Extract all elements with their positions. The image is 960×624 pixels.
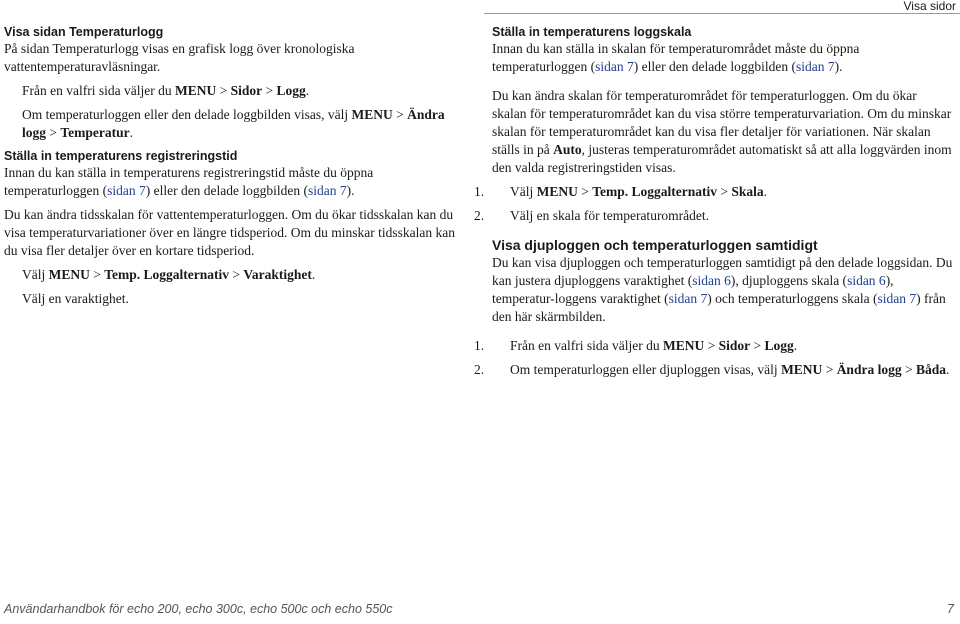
step-number: 1.: [474, 184, 485, 199]
paragraph-prerequisite: [4, 164, 466, 200]
separator: >: [229, 267, 244, 282]
menu-term: Sidor: [718, 338, 751, 353]
text: Välj: [510, 184, 537, 199]
separator: >: [216, 83, 231, 98]
text: Du kan visa djuploggen och temperaturloggen samtidigt på den delade loggsidan. Du kan justera djuploggens varaktighet (: [492, 255, 953, 288]
menu-term: Sidor: [230, 83, 263, 98]
text: Innan du kan ställa in skalan för temperaturområdet måste du öppna temperaturloggen (: [492, 41, 860, 74]
step-number: [4, 266, 22, 284]
page-link[interactable]: sidan 7: [796, 59, 835, 74]
step-number: 2.: [474, 362, 485, 377]
separator: >: [704, 338, 719, 353]
step-number: 2.: [474, 208, 485, 223]
separator: >: [89, 267, 105, 282]
text: , justeras temperaturområdet automatiskt så att alla loggvärden inom den valda registreringstiden visas.: [492, 142, 952, 175]
menu-term: Temp. Loggalternativ: [104, 267, 229, 282]
list-item: [474, 337, 954, 355]
list-item: [4, 106, 466, 142]
menu-term: Temperatur: [60, 125, 130, 140]
section-title-temperature-log: Visa sidan Temperaturlogg: [4, 25, 164, 39]
menu-term: MENU: [536, 184, 578, 199]
text: .: [945, 362, 950, 377]
text: Om temperaturloggen eller den delade loggbilden visas, välj: [22, 107, 352, 122]
steps-view-both: [474, 337, 954, 379]
list-item: [4, 290, 466, 308]
text: Från en valfri sida väljer du: [510, 338, 663, 353]
text: ).: [834, 59, 843, 74]
text: ) från den här skärmbilden.: [492, 291, 946, 324]
page-link[interactable]: sidan 7: [308, 183, 347, 198]
section-header: Visa sidor: [903, 0, 956, 13]
text: ), djuploggens skala (: [730, 273, 848, 288]
steps-duration: [4, 266, 466, 308]
text: Välj: [22, 267, 49, 282]
separator: >: [750, 338, 765, 353]
left-column: [4, 24, 466, 308]
paragraph-intro: [4, 40, 466, 76]
step-number: [4, 106, 22, 124]
menu-term: MENU: [781, 362, 823, 377]
text: .: [129, 125, 134, 140]
footer-page-number: 7: [947, 602, 954, 616]
text: ) och temperaturloggens skala (: [707, 291, 878, 306]
page-link[interactable]: sidan 7: [877, 291, 917, 306]
text: Du kan ändra tidsskalan för vattentemperaturloggen. Om du ökar tidsskalan kan du visa temperaturvariationer över en längre tidsperiod. Om du minskar tidsskalan kan du visa fler detaljer över en kortare tidsperiod.: [4, 207, 455, 258]
steps-view-log: [4, 82, 466, 142]
paragraph-prerequisite: [492, 40, 954, 76]
menu-term: Logg: [276, 83, 306, 98]
text: Du kan ändra skalan för temperaturområdet för temperaturloggen. Om du ökar skalan för temperaturområdet kan du visa större temperaturvariation. Om du minskar skalan för temperaturområdet kan du visa fler detaljer för variationen. När skalan ställs in på: [492, 88, 952, 157]
page-link[interactable]: sidan 6: [847, 273, 886, 288]
step-number: 1.: [474, 338, 485, 353]
list-item: [4, 266, 466, 284]
list-item: [474, 361, 954, 379]
menu-term: MENU: [48, 267, 90, 282]
separator: >: [577, 184, 593, 199]
text: Välj en skala för temperaturområdet.: [510, 208, 710, 223]
menu-term: Temp. Loggalternativ: [592, 184, 717, 199]
separator: >: [392, 107, 408, 122]
list-item: [474, 207, 954, 225]
paragraph-description: [492, 254, 954, 326]
header-rule: [484, 13, 960, 14]
text: På sidan Temperaturlogg visas en grafisk logg över kronologiska vattentemperaturavläsningar.: [4, 41, 355, 74]
text: Om temperaturloggen eller djuploggen visas, välj: [510, 362, 782, 377]
separator: >: [46, 125, 61, 140]
menu-term: MENU: [662, 338, 705, 353]
footer-manual-title: Användarhandbok för echo 200, echo 300c, echo 500c och echo 550c: [4, 602, 393, 616]
page-link[interactable]: sidan 7: [107, 183, 146, 198]
menu-term: Skala: [731, 184, 764, 199]
paragraph-description: [492, 87, 954, 177]
text: .: [763, 184, 768, 199]
text: .: [305, 83, 310, 98]
menu-term: MENU: [174, 83, 217, 98]
text: ).: [346, 183, 355, 198]
separator: >: [822, 362, 837, 377]
text: ) eller den delade loggbilden (: [633, 59, 797, 74]
step-number: [4, 290, 22, 308]
menu-term: Varaktighet: [243, 267, 312, 282]
menu-term: Ändra logg: [22, 107, 445, 140]
text: ) eller den delade loggbilden (: [145, 183, 309, 198]
section-title-registration-time: Ställa in temperaturens registreringstid: [4, 149, 238, 163]
list-item: [474, 183, 954, 201]
steps-scale: [474, 183, 954, 225]
menu-term: Ändra logg: [836, 362, 902, 377]
text: .: [311, 267, 316, 282]
separator: >: [262, 83, 277, 98]
section-title-depth-and-temperature: Visa djuploggen och temperaturloggen samtidigt: [492, 237, 818, 253]
menu-term: Logg: [764, 338, 794, 353]
page-link[interactable]: sidan 7: [668, 291, 708, 306]
menu-term: MENU: [351, 107, 393, 122]
text: .: [793, 338, 798, 353]
page-link[interactable]: sidan 7: [595, 59, 634, 74]
paragraph-description: [4, 206, 466, 260]
text: Innan du kan ställa in temperaturens registreringstid måste du öppna temperaturloggen (: [4, 165, 374, 198]
text: Välj en varaktighet.: [22, 291, 129, 306]
text: ), temperatur-loggens varaktighet (: [492, 273, 894, 306]
menu-term: Båda: [915, 362, 946, 377]
text: Från en valfri sida väljer du: [22, 83, 175, 98]
separator: >: [717, 184, 732, 199]
menu-term: Auto: [553, 142, 582, 157]
separator: >: [901, 362, 916, 377]
list-item: [4, 82, 466, 100]
right-column: [474, 24, 954, 379]
page-link[interactable]: sidan 6: [692, 273, 731, 288]
step-number: [4, 82, 22, 100]
section-title-log-scale: Ställa in temperaturens loggskala: [492, 25, 692, 39]
